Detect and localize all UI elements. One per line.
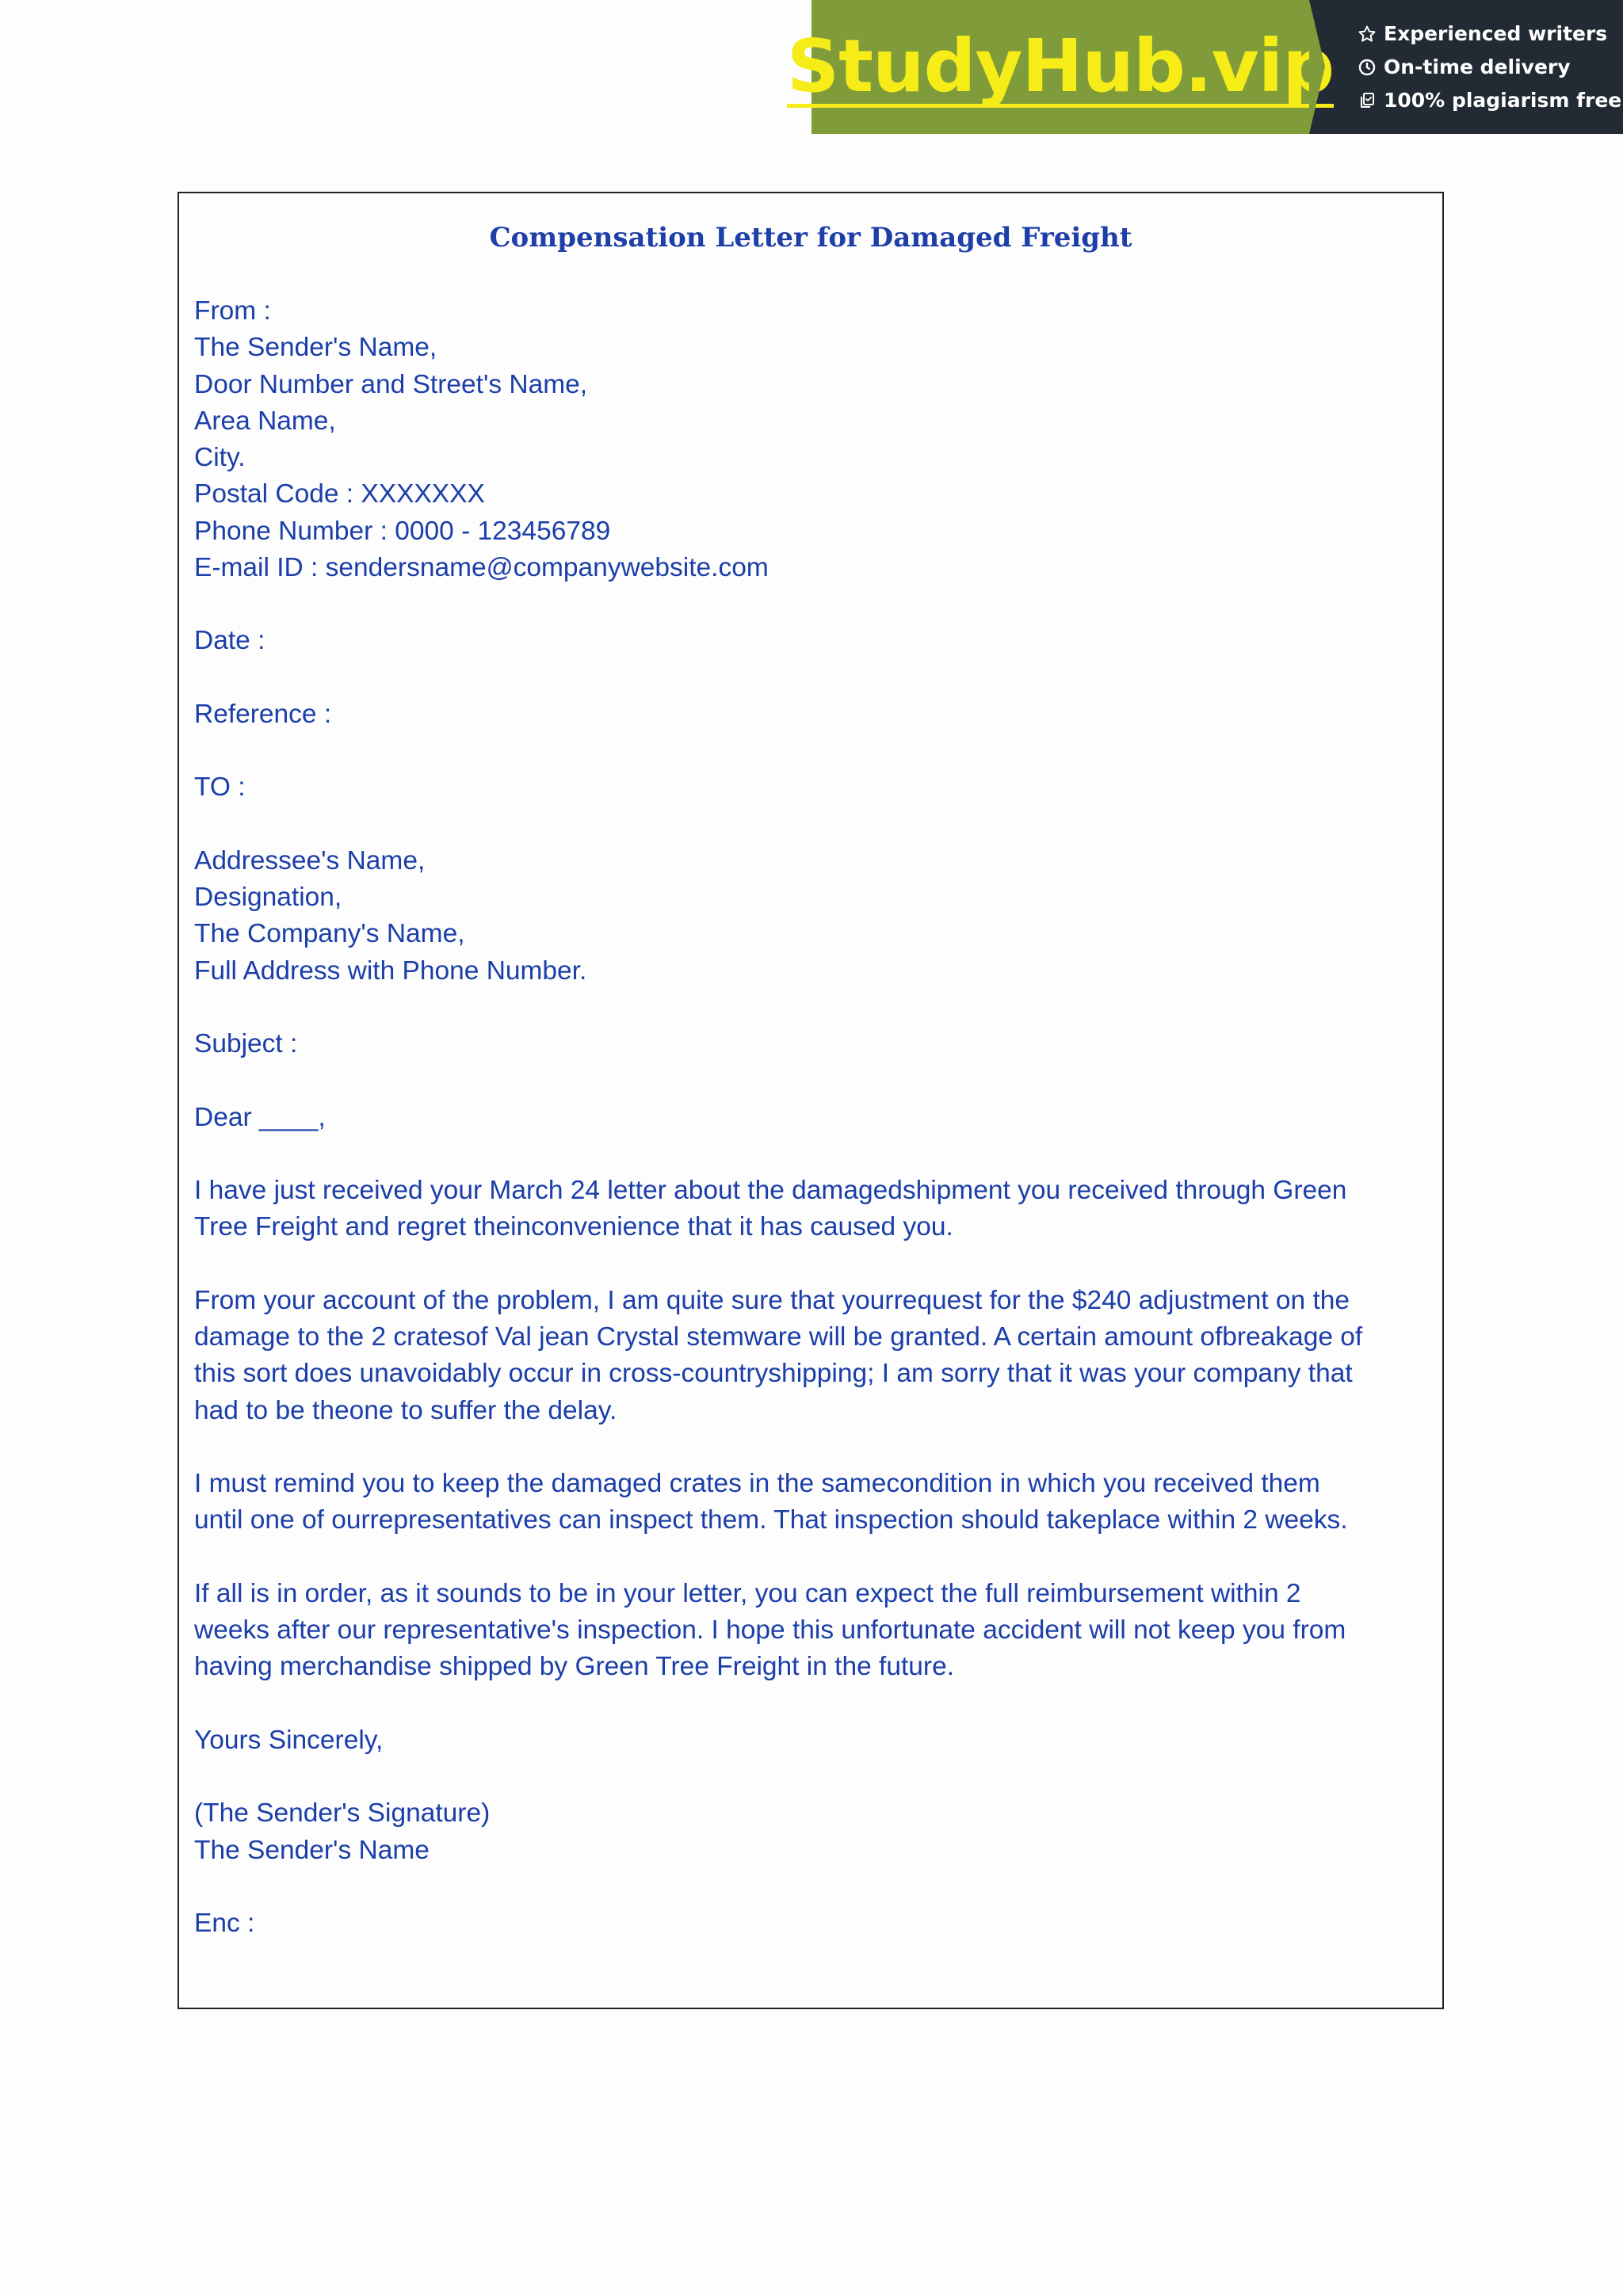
addressee-line: Full Address with Phone Number. [194,955,587,986]
sender-name: The Sender's Name [194,1835,430,1865]
spacer [194,1136,1430,1173]
sender-address-line: The Sender's Name, [194,333,437,363]
copy-icon [1357,90,1377,111]
spacer [194,660,1430,696]
spacer [194,1686,1430,1722]
star-icon [1357,24,1377,44]
paragraph-line: From your account of the problem, I am quite sure that yourrequest for the $240 adjustment on the [194,1285,1350,1315]
date-label: Date : [194,626,265,656]
spacer [194,1062,1430,1099]
sender-address-line: Door Number and Street's Name, [194,369,588,399]
spacer [194,1869,1430,1905]
sender-address-line: City. [194,443,246,472]
paragraph-line: I must remind you to keep the damaged crates in the samecondition in which you received them [194,1469,1320,1498]
letter-title: Compensation Letter for Damaged Freight [489,222,1132,254]
to-label: TO : [194,772,246,803]
paragraph-line: Tree Freight and regret theinconvenience that it has caused you. [194,1212,953,1242]
addressee-line: Addressee's Name, [194,845,426,875]
feature-item [1357,88,1623,113]
from-label: From : [194,296,271,326]
feature-item [1357,21,1623,47]
paragraph-line: having merchandise shipped by Green Tree Freight in the future. [194,1652,955,1682]
spacer [194,807,1430,843]
feature-label: Experienced writers [1384,21,1608,45]
body-paragraph [194,1576,1430,1686]
spacer [194,1759,1430,1795]
spacer [194,1429,1430,1466]
salutation: Dear ____, [194,1102,326,1132]
sender-email: E-mail ID : sendersname@companywebsite.com [194,552,769,582]
letter-frame [178,192,1444,2009]
closing: Yours Sincerely, [194,1725,384,1755]
paragraph-line: had to be theone to suffer the delay. [194,1395,617,1425]
paragraph-line: weeks after our representative's inspection. I hope this unfortunate accident will not keep you from [194,1615,1346,1645]
feature-label: 100% plagiarism free [1384,88,1622,112]
spacer [194,990,1430,1026]
addressee-line: The Company's Name, [194,919,465,949]
sender-postal-code: Postal Code : XXXXXXX [194,479,485,509]
paragraph-line: If all is in order, as it sounds to be in your letter, you can expect the full reimbursement within 2 [194,1578,1301,1608]
spacer [194,1539,1430,1576]
spacer [194,1246,1430,1283]
reference-label: Reference : [194,699,332,729]
sender-phone: Phone Number : 0000 - 123456789 [194,516,611,546]
body-paragraph [194,1466,1430,1539]
paragraph-line: I have just received your March 24 letter about the damagedshipment you received through Green [194,1176,1347,1205]
paragraph-line: damage to the 2 cratesof Val jean Crystal stemware will be granted. A certain amount ofbreakage of [194,1322,1363,1352]
signature-placeholder: (The Sender's Signature) [194,1798,491,1829]
spacer [194,586,1430,623]
paragraph-line: until one of ourrepresentatives can inspect them. That inspection should takeplace within 2 weeks. [194,1505,1348,1535]
studyhub-logo[interactable] [786,0,1335,134]
feature-list [1309,0,1623,134]
letter-body [194,293,1430,1942]
clock-icon [1357,57,1377,78]
addressee-line: Designation, [194,883,342,912]
logo-text: StudyHub.vip [786,23,1335,109]
studyhub-banner[interactable] [786,0,1623,134]
body-paragraph [194,1283,1430,1429]
sender-address-line: Area Name, [194,406,336,436]
subject-label: Subject : [194,1029,298,1058]
paragraph-line: this sort does unavoidably occur in cross-countryshipping; I am sorry that it was your company that [194,1359,1353,1389]
enclosure-label: Enc : [194,1909,255,1938]
banner-arrow-divider [1309,0,1325,134]
spacer [194,733,1430,769]
body-paragraph [194,1173,1430,1246]
feature-item [1357,55,1623,80]
feature-label: On-time delivery [1384,55,1571,78]
